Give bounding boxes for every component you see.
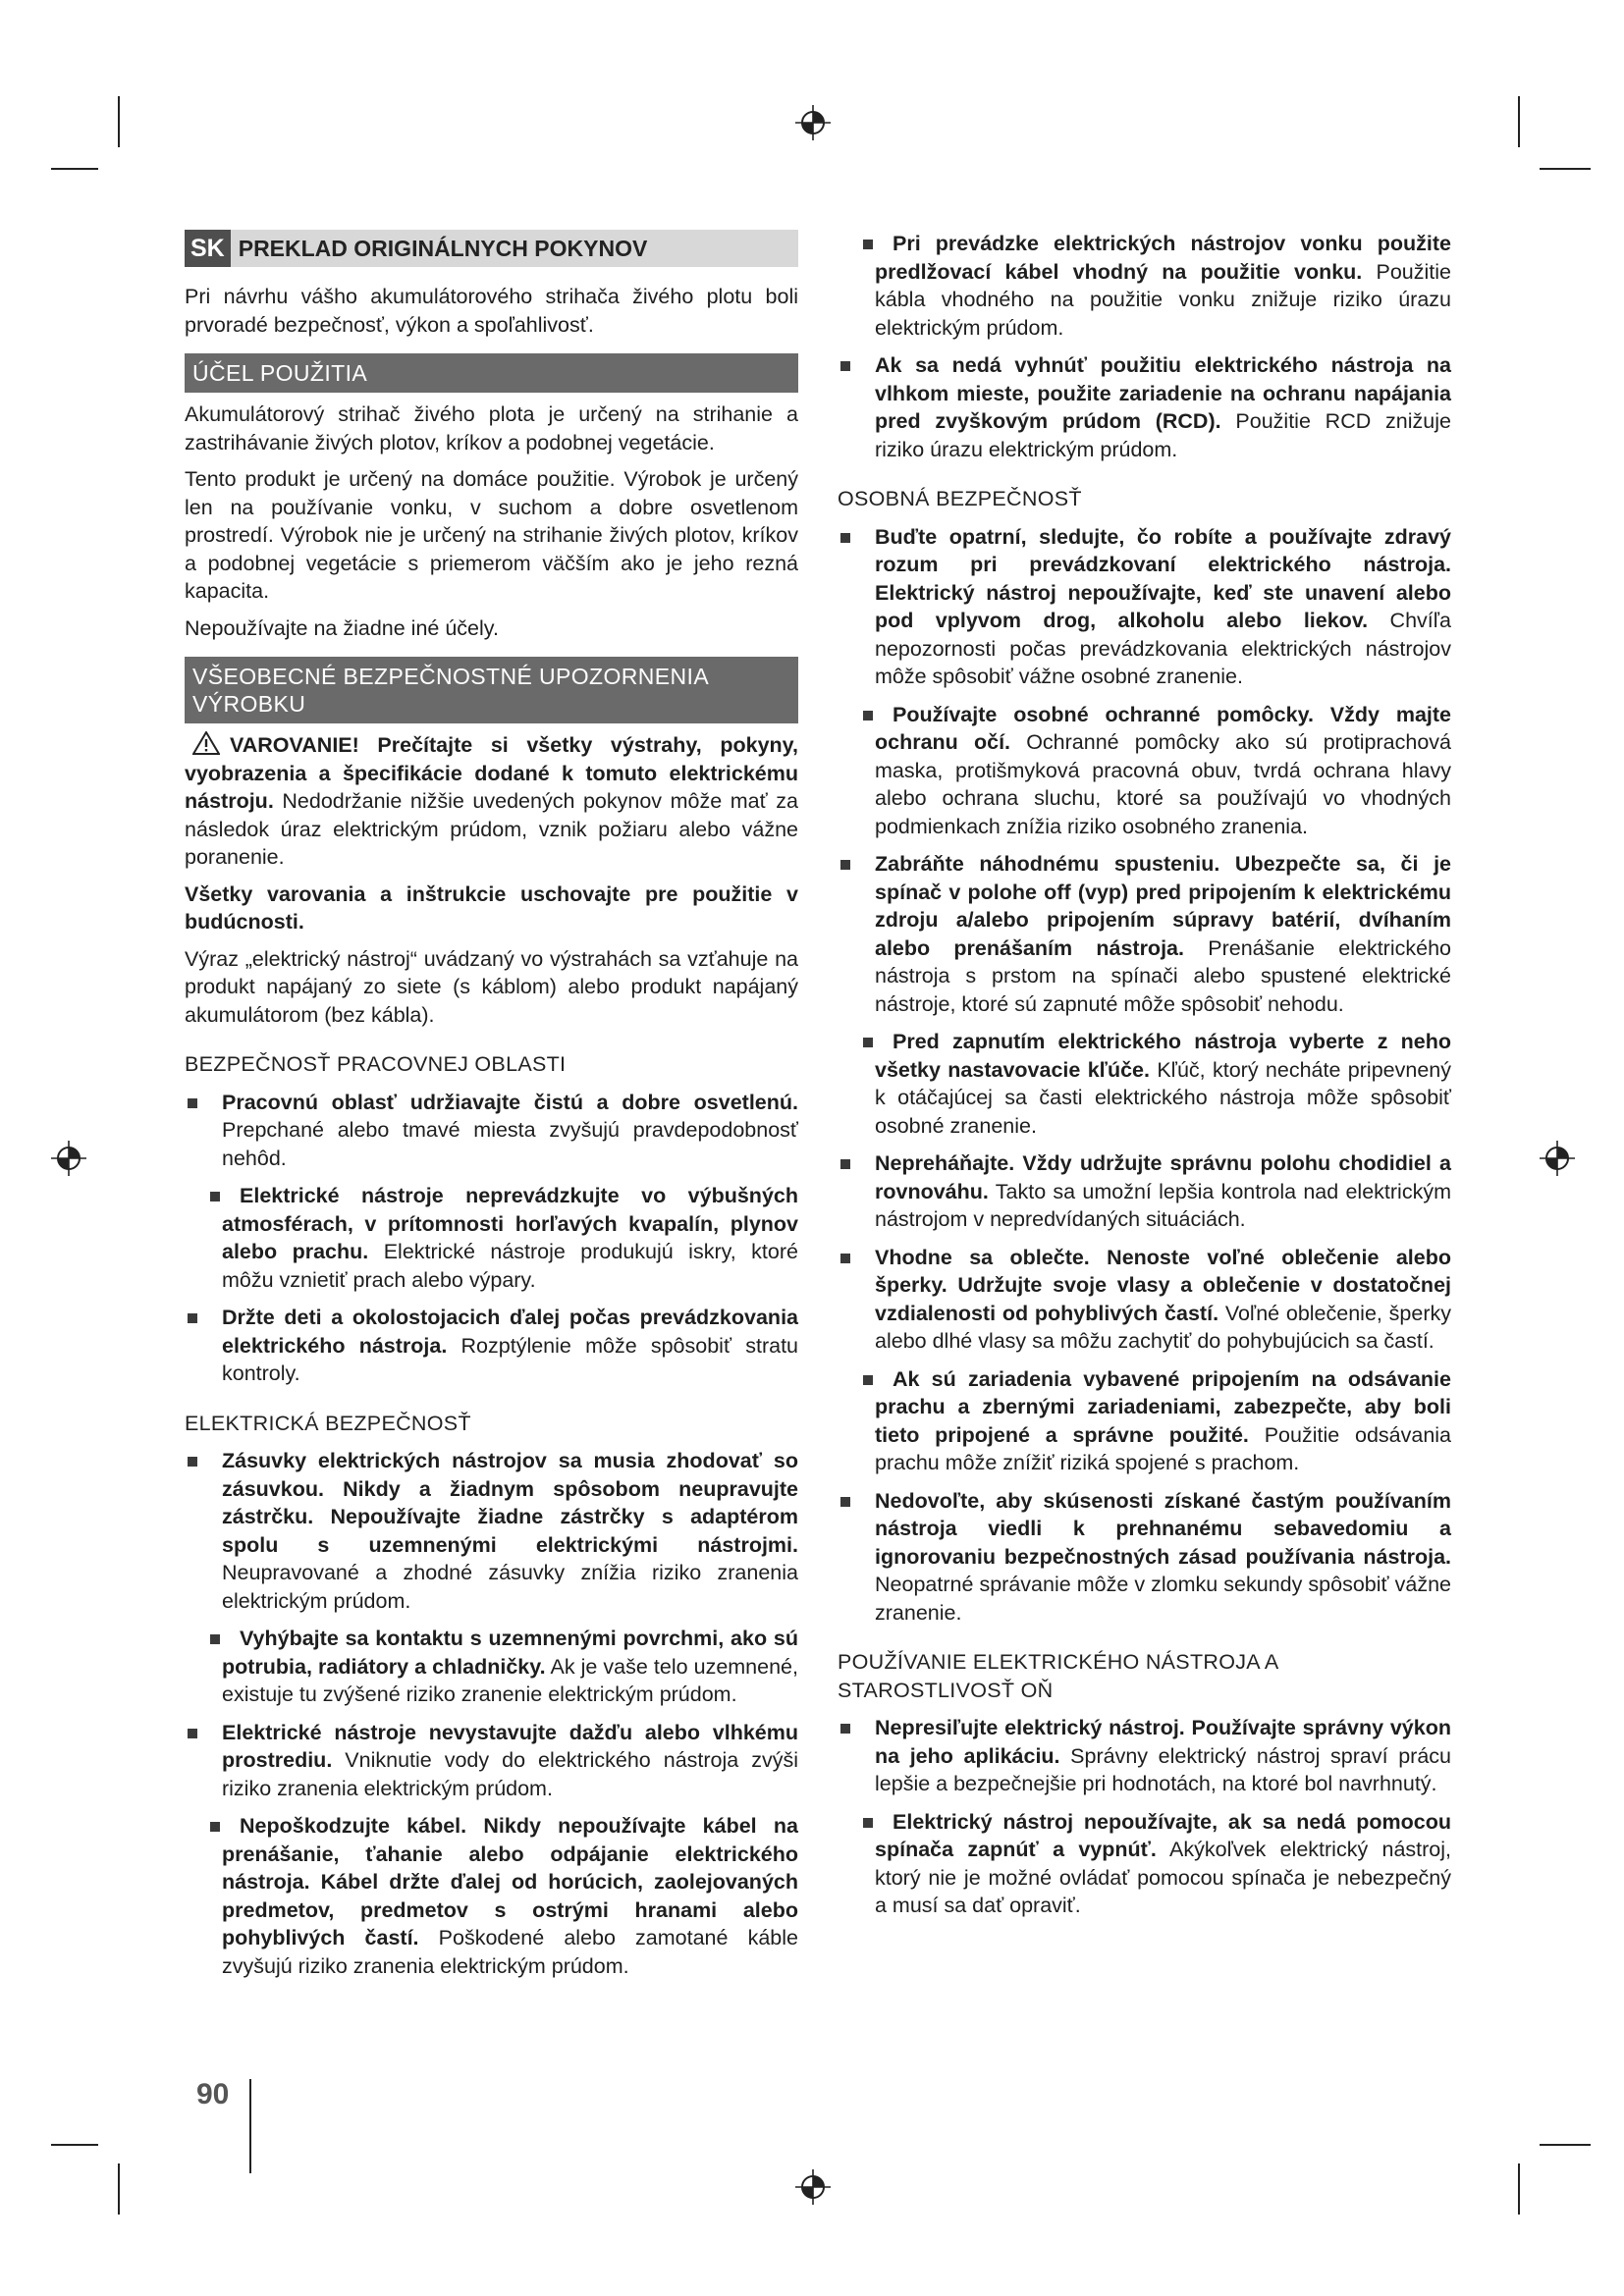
bullet	[840, 1254, 850, 1263]
crop-mark	[51, 2144, 98, 2146]
bullet	[863, 240, 873, 249]
registration-target-icon	[793, 103, 833, 142]
section-heading-vseobecne: VŠEOBECNÉ BEZPEČNOSTNÉ UPOZORNENIA VÝROBKU	[185, 657, 798, 723]
bullet	[840, 1497, 850, 1507]
bullet	[210, 1192, 220, 1201]
title-bar	[185, 230, 798, 267]
bullet	[840, 860, 850, 870]
bullet	[863, 1038, 873, 1047]
registration-target-icon	[49, 1139, 88, 1178]
page-number-rule	[249, 2079, 251, 2173]
page-title: PREKLAD ORIGINÁLNYCH POKYNOV	[238, 235, 648, 261]
warning-paragraph	[185, 731, 798, 872]
section-heading-ucel: ÚČEL POUŽITIA	[185, 353, 798, 393]
bullet	[210, 1822, 220, 1832]
list-item: Pred zapnutím elektrického nástroja vyberte z neho všetky nastavovacie kľúče. Kľúč, ktorý necháte pripevnený k otáčajúcej sa časti elektrického nástroja môže spôsobiť osobné zranenie.	[838, 1028, 1451, 1140]
language-code: SK	[185, 230, 231, 267]
crop-mark	[51, 168, 98, 170]
crop-mark	[118, 2163, 120, 2215]
crop-mark	[1518, 2163, 1520, 2215]
section-heading-pracovna: BEZPEČNOSŤ PRACOVNEJ OBLASTI	[185, 1052, 567, 1076]
bullet	[840, 1724, 850, 1734]
list-item: Ak sú zariadenia vybavené pripojením na odsávanie prachu a zbernými zariadeniami, zabezpečte, aby boli tieto pripojené a správne použité. Použitie odsávania prachu môže znížiť riziká spojené s prachom.	[838, 1365, 1451, 1477]
bullet	[863, 711, 873, 721]
bullet	[188, 1729, 197, 1738]
list-item: Buďte opatrní, sledujte, čo robíte a používajte zdravý rozum pri prevádzkovaní elektrického nástroja. Elektrický nástroj nepoužívajte, keď ste unavení alebo pod vplyvom drog, alkoholu alebo liekov. Chvíľa nepozornosti počas prevádzkovania elektrických nástrojov môže spôsobiť vážne osobné zranenie.	[838, 523, 1451, 691]
list-item: Vyhýbajte sa kontaktu s uzemnenými povrchmi, ako sú potrubia, radiátory a chladničky. Ak je vaše telo uzemnené, existuje tu zvýšené riziko zranenie elektrickým prúdom.	[185, 1625, 798, 1709]
intro-paragraph: Pri návrhu vášho akumulátorového strihača živého plotu boli prvoradé bezpečnosť, výkon a spoľahlivosť.	[185, 285, 798, 337]
list-item: Vhodne sa oblečte. Nenoste voľné oblečenie alebo šperky. Udržujte svoje vlasy a oblečenie v dostatočnej vzdialenosti od pohyblivých častí. Voľné oblečenie, šperky alebo dlhé vlasy sa môžu zachytiť do pohybujúcich sa častí.	[838, 1244, 1451, 1356]
crop-mark	[1540, 168, 1591, 170]
list-item: Pri prevádzke elektrických nástrojov vonku použite predlžovací kábel vhodný na použitie vonku. Použitie kábla vhodného na použitie vonku znižuje riziko úrazu elektrickým prúdom.	[838, 230, 1451, 342]
list-item: Používajte osobné ochranné pomôcky. Vždy majte ochranu očí. Ochranné pomôcky ako sú protiprachová maska, protišmyková pracovná obuv, tvrdá ochrana hlavy alebo ochrana sluchu, ktoré sa používajú vo vhodných podmienkach znížia riziko osobného zranenia.	[838, 701, 1451, 841]
crop-mark	[1540, 2144, 1591, 2146]
section-heading-osobna: OSOBNÁ BEZPEČNOSŤ	[838, 487, 1082, 510]
term-definition: Výraz „elektrický nástroj“ uvádzaný vo výstrahách sa vzťahuje na produkt napájaný zo siete (s káblom) alebo produkt napájaný akumulátorom (bez kábla).	[185, 946, 798, 1027]
bullet	[188, 1098, 197, 1108]
registration-target-icon	[1538, 1139, 1577, 1178]
list-item: Zabráňte náhodnému spusteniu. Ubezpečte sa, či je spínač v polohe off (vyp) pred pripojením k elektrickému zdroju a/alebo pripojením súpravy batérií, dvíhaním alebo prenášaním nástroja. Prenášanie elektrického nástroja s prstom na spínači alebo spustené elektrické nástroje, ktoré sú zapnuté môže spôsobiť nehodu.	[838, 850, 1451, 1018]
list-item: Nepresiľujte elektrický nástroj. Používajte správny výkon na jeho aplikáciu. Správny elektrický nástroj spraví prácu lepšie a bezpečnejšie pri hodnotách, na ktoré bol navrhnutý.	[838, 1714, 1451, 1798]
bullet	[840, 533, 850, 543]
list-item: Ak sa nedá vyhnúť použitiu elektrického nástroja na vlhkom mieste, použite zariadenie na ochranu napájania pred zvyškovým prúdom (RCD). Použitie RCD znižuje riziko úrazu elektrickým prúdom.	[838, 351, 1451, 463]
bullet	[840, 1159, 850, 1169]
paragraph: Nepoužívajte na žiadne iné účely.	[185, 615, 499, 640]
list-item: Elektrické nástroje nevystavujte dažďu alebo vlhkému prostrediu. Vniknutie vody do elektrického nástroja zvýši riziko zranenia elektrickým prúdom.	[185, 1719, 798, 1803]
paragraph: Tento produkt je určený na domáce použitie. Výrobok je určený len na používanie vonku, v suchom a dobre osvetlenom prostredí. Výrobok nie je určený na strihanie živých plotov, kríkov a podobnej vegetácie s priemerom väčším ako je jeho rezná kapacita.	[185, 467, 798, 603]
page-number: 90	[196, 2078, 230, 2110]
section-heading-pouzivanie: POUŽÍVANIE ELEKTRICKÉHO NÁSTROJA A STAROSTLIVOSŤ OŇ	[838, 1650, 1278, 1702]
section-heading-elektricka: ELEKTRICKÁ BEZPEČNOSŤ	[185, 1411, 471, 1435]
paragraph: Akumulátorový strihač živého plota je určený na strihanie a zastrihávanie živých plotov, kríkov a podobnej vegetácie.	[185, 402, 798, 454]
crop-mark	[118, 96, 120, 147]
bullet	[863, 1818, 873, 1828]
list-item: Nepreháňajte. Vždy udržujte správnu polohu chodidiel a rovnováhu. Takto sa umožní lepšia kontrola nad elektrickým nástrojom v nepredvídaných situáciách.	[838, 1149, 1451, 1234]
registration-target-icon	[793, 2167, 833, 2207]
list-item: Pracovnú oblasť udržiavajte čistú a dobre osvetlenú. Prepchané alebo tmavé miesta zvyšujú pravdepodobnosť nehôd.	[185, 1089, 798, 1173]
warning-bold: Prečítajte si všetky výstrahy, pokyny, vyobrazenia a špecifikácie dodané k tomuto elektrickému nástroju.	[185, 733, 798, 813]
bullet	[210, 1634, 220, 1644]
list-item: Nedovoľte, aby skúsenosti získané častým používaním nástroja viedli k prehnanému sebavedomiu a ignorovaniu bezpečnostných zásad používania nástroja. Neopatrné správanie môže v zlomku sekundy spôsobiť vážne zranenie.	[838, 1487, 1451, 1628]
list-item: Elektrický nástroj nepoužívajte, ak sa nedá pomocou spínača zapnúť a vypnúť. Akýkoľvek elektrický nástroj, ktorý nie je možné ovládať pomocou spínača je nebezpečný a musí sa dať opraviť.	[838, 1808, 1451, 1920]
bullet	[188, 1313, 197, 1323]
warning-triangle-icon	[192, 731, 220, 755]
bullet	[840, 361, 850, 371]
bullet	[863, 1375, 873, 1385]
list-item: Držte deti a okolostojacich ďalej počas prevádzkovania elektrického nástroja. Rozptýlenie môže spôsobiť stratu kontroly.	[185, 1304, 798, 1388]
keep-instructions: Všetky varovania a inštrukcie uschovajte pre použitie v budúcnosti.	[185, 881, 798, 934]
left-column	[185, 230, 798, 1990]
bullet	[188, 1457, 197, 1467]
list-item: Zásuvky elektrických nástrojov sa musia zhodovať so zásuvkou. Nikdy a žiadnym spôsobom neupravujte zástrčku. Nepoužívajte žiadne zástrčky s adaptérom spolu s uzemnenými elektrickými nástrojmi. Neupravované a zhodné zásuvky znížia riziko zranenia elektrickým prúdom.	[185, 1447, 798, 1615]
list-item: Elektrické nástroje neprevádzkujte vo výbušných atmosférach, v prítomnosti horľavých kvapalín, plynov alebo prachu. Elektrické nástroje produkujú iskry, ktoré môžu vznietiť prach alebo výpary.	[185, 1182, 798, 1294]
warning-label: VAROVANIE!	[230, 733, 359, 757]
warning-text: Nedodržanie nižšie uvedených pokynov môže mať za následok úraz elektrickým prúdom, vznik požiaru alebo vážne poranenie.	[185, 789, 798, 869]
right-column	[838, 230, 1451, 1930]
list-item: Nepoškodzujte kábel. Nikdy nepoužívajte kábel na prenášanie, ťahanie alebo odpájanie elektrického nástroja. Kábel držte ďalej od horúcich, zaolejovaných predmetov, predmetov s ostrými hranami alebo pohyblivých častí. Poškodené alebo zamotané káble zvyšujú riziko zranenia elektrickým prúdom.	[185, 1812, 798, 1980]
crop-mark	[1518, 96, 1520, 147]
